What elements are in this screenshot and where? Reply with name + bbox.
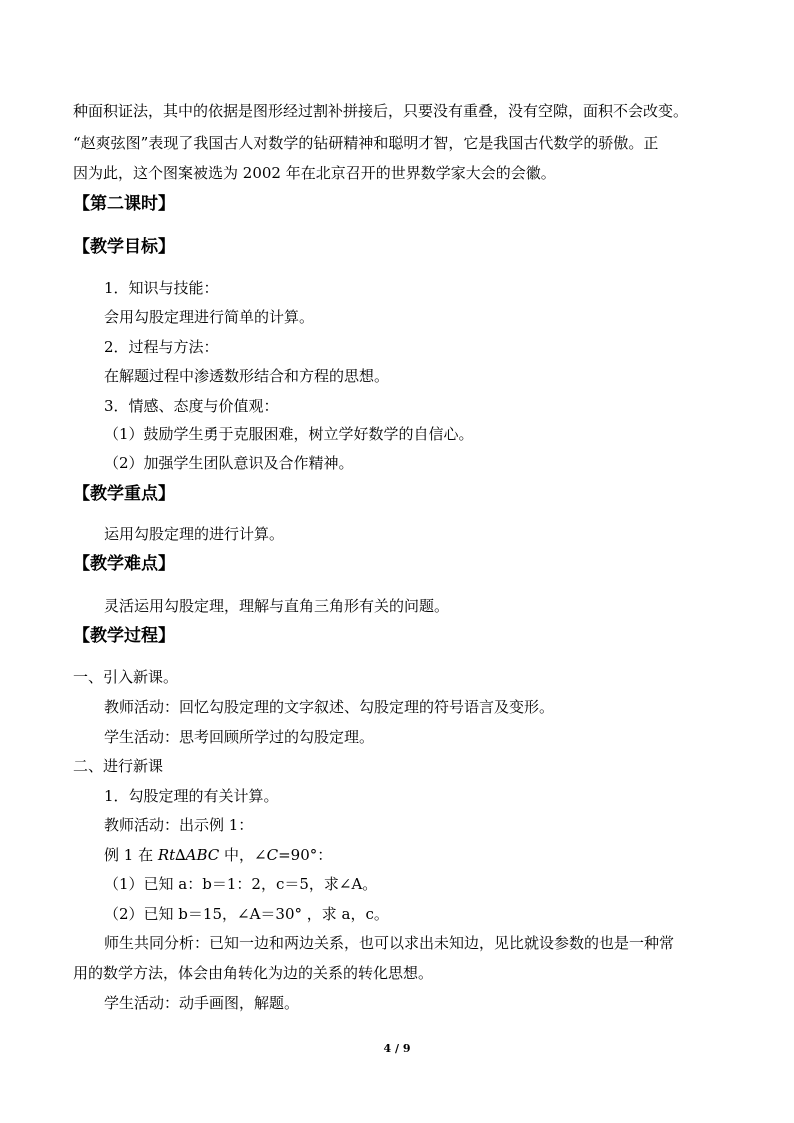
- difficulties-body: 灵活运用勾股定理，理解与直角三角形有关的问题。: [104, 597, 450, 615]
- part-1-title: 一、引入新课。: [73, 668, 179, 686]
- subsection-1-title: 1．勾股定理的有关计算。: [104, 787, 279, 805]
- example-1-question-1: （1）已知 a：b＝1：2，c＝5，求∠A。: [104, 875, 378, 893]
- objective-1-body: 会用勾股定理进行简单的计算。: [104, 308, 315, 326]
- objective-3-title: 3．情感、态度与价值观：: [104, 397, 279, 415]
- teacher-activity-1: 教师活动：回忆勾股定理的文字叙述、勾股定理的符号语言及变形。: [104, 698, 555, 716]
- key-points-body: 运用勾股定理的进行计算。: [104, 525, 285, 543]
- objectives-heading: 【教学目标】: [73, 237, 175, 257]
- student-activity-2: 学生活动：动手画图，解题。: [104, 994, 300, 1012]
- example-1-question-2: （2）已知 b＝15，∠A＝30° ，求 a，c。: [104, 905, 389, 923]
- objective-2-title: 2．过程与方法：: [104, 338, 219, 356]
- intro-line-3: 因为此，这个图案被选为 2002 年在北京召开的世界数学家大会的会徽。: [73, 164, 556, 182]
- analysis-line-2: 用的数学方法，体会由角转化为边的关系的转化思想。: [73, 964, 434, 982]
- objective-3-item-b: （2）加强学生团队意识及合作精神。: [104, 454, 354, 472]
- part-2-title: 二、进行新课: [73, 757, 164, 775]
- intro-line-1: 种面积证法，其中的依据是图形经过割补拼接后，只要没有重叠，没有空隙，面积不会改变。: [73, 102, 689, 120]
- student-activity-1: 学生活动：思考回顾所学过的勾股定理。: [104, 728, 375, 746]
- analysis-line-1: 师生共同分析：已知一边和两边关系，也可以求出未知边，见比就设参数的也是一种常: [104, 934, 675, 952]
- objective-1-title: 1．知识与技能：: [104, 279, 219, 297]
- objective-3-item-a: （1）鼓励学生勇于克服困难，树立学好数学的自信心。: [104, 425, 474, 443]
- page-number: 4 / 9: [383, 1042, 411, 1055]
- process-heading: 【教学过程】: [73, 626, 175, 646]
- example-1-triangle: Rt∆ABC: [157, 846, 220, 864]
- example-1-statement: [104, 845, 332, 865]
- second-lesson-heading: 【第二课时】: [73, 194, 175, 214]
- example-1-angle: C: [266, 846, 279, 864]
- example-1-suffix: =90°：: [278, 846, 333, 864]
- intro-line-2: “赵爽弦图”表现了我国古人对数学的钻研精神和聪明才智，它是我国古代数学的骄傲。正: [73, 134, 659, 152]
- key-points-heading: 【教学重点】: [73, 484, 175, 504]
- teacher-activity-2: 教师活动：出示例 1：: [104, 816, 254, 834]
- difficulties-heading: 【教学难点】: [73, 554, 175, 574]
- objective-2-body: 在解题过程中渗透数形结合和方程的思想。: [104, 367, 390, 385]
- example-1-mid: 中，∠: [219, 846, 267, 864]
- example-1-prefix: 例 1 在: [104, 846, 158, 864]
